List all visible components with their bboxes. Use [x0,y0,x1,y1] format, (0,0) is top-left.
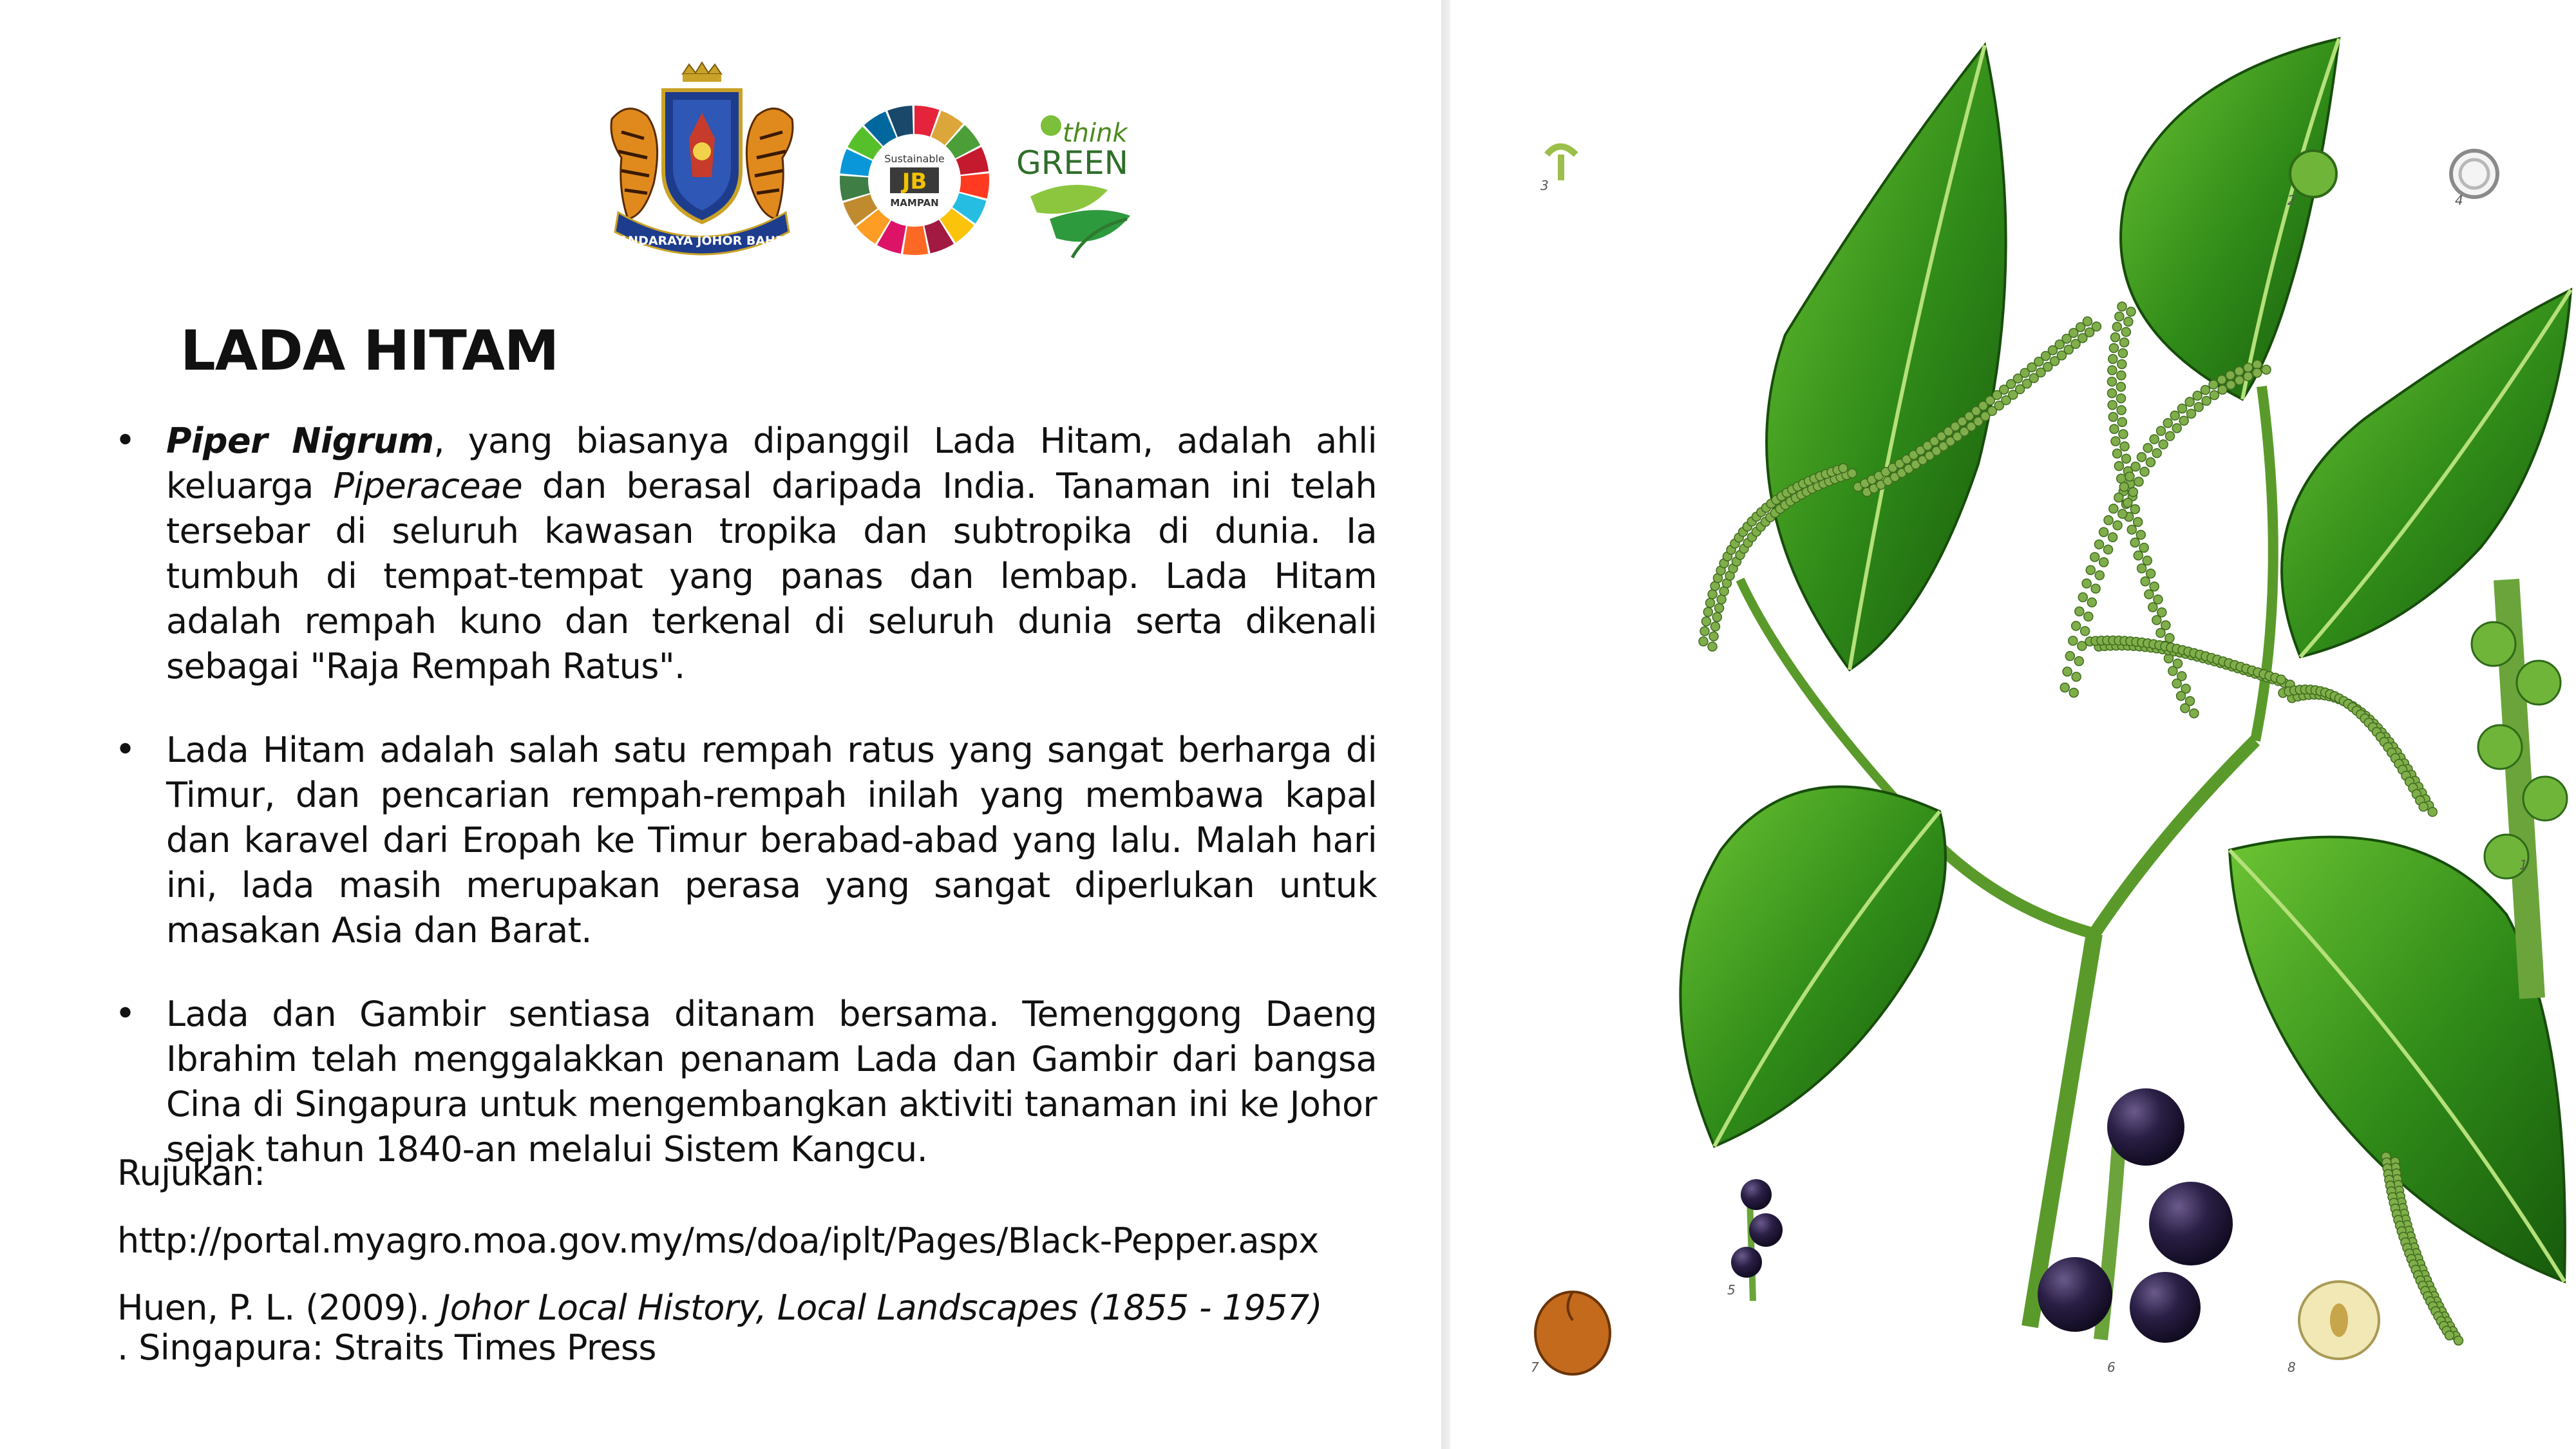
spike-bead [2084,612,2093,621]
think-green-logo [1011,106,1140,264]
spike-bead [2154,595,2163,604]
spike-bead [1717,595,1726,604]
spike-bead [2120,442,2129,451]
spike-bead [2074,657,2083,666]
spike-bead [2209,380,2218,389]
spike-bead [2104,516,2113,525]
spike-bead [2136,530,2145,539]
spike-bead [2092,322,2101,331]
spike-bead [2428,808,2437,817]
spike-bead [1848,469,1857,478]
spike-bead [2078,592,2087,601]
seed-detail [1535,1292,1610,1374]
spike-bead [2119,482,2128,491]
sdg-inner-mid: JB [902,169,927,194]
spike-bead [2072,672,2081,681]
spike-bead [2060,683,2069,692]
spike-bead [2253,360,2262,369]
jb-crest-caption: BANDARAYA JOHOR BAHRU [609,234,795,248]
spike-bead [2178,404,2187,413]
spike-bead [2134,551,2143,560]
spike-bead [2201,385,2210,394]
spike-bead [2143,444,2152,453]
spike-bead [2108,533,2117,542]
bullet-item-1 [0,419,1378,689]
berry [2107,1088,2184,1166]
spike-bead [2082,579,2091,588]
spike-bead [2091,584,2100,593]
spike-bead [1839,464,1848,473]
pepper-plant-drawing [1450,0,2576,1449]
bullet-dot: • [115,993,137,1035]
spike-bead [2244,372,2253,381]
spike-bead [2086,565,2095,574]
spike-bead [2121,327,2130,336]
bullet-dot: • [115,729,137,771]
black-pepper-botanical-illustration [1450,0,2576,1449]
spike-bead [1712,612,1721,621]
spike-bead [1715,603,1724,612]
spike-bead [2150,582,2159,591]
spike-bead [1709,632,1718,641]
spike-bead [2063,667,2072,676]
spike-bead [2217,375,2226,384]
plate-label: 1 [2519,857,2528,873]
bullet-1-text-b: dan berasal daripada India. Tanaman ini telah tersebar di seluruh kawasan tropika dan subtropika di dunia. Ia tumbuh di tempat-tempat yang panas dan lembap. Lada Hitam adalah rempah kuno dan terkenal di seluruh dunia serta dikenali sebagai "Raja Rempah Ratus". [166,466,1377,687]
spike-bead [2108,389,2117,398]
spike-bead [2148,603,2157,612]
spike-bead [2181,704,2190,713]
spike-bead [1700,627,1709,636]
spike-bead [2253,368,2262,377]
spike-bead [2081,627,2090,636]
spike-bead [2083,317,2092,326]
reference-book [117,1288,1341,1368]
references-heading: Rujukan: [117,1153,265,1193]
spike-bead [2454,1336,2463,1345]
johor-bahru-crest-logo [592,61,811,261]
spike-bead [1706,598,1715,607]
ring-detail [2451,151,2497,197]
leaf-lower-left [1680,787,1946,1146]
spike-bead [2190,709,2199,718]
think-green-word: GREEN [1016,144,1129,182]
spike-bead [2146,569,2155,578]
spike-bead [2099,558,2108,567]
spike-bead [2152,616,2161,625]
sdg-inner-top: Sustainable [884,153,945,165]
spike-bead [2166,431,2175,440]
spike-bead [2113,449,2122,458]
spike-bead [2235,366,2244,375]
spike-bead [2139,543,2148,552]
spike-bead [1708,590,1717,599]
spike-bead [2109,504,2118,513]
spike-bead [2172,679,2181,688]
sdg-inner-bottom: MAMPAN [890,197,939,209]
spike-bead [2137,564,2146,573]
bullet-1-text-a: , yang biasanya dipanggil Lada Hitam, adalah ahli keluarga [166,421,1378,506]
spike-bead [2117,406,2126,415]
spike-bead [2112,322,2121,331]
book-author: Huen, P. L. (2009). [117,1287,440,1328]
plate-label: 8 [2287,1359,2296,1375]
spike-bead [2244,363,2253,372]
spike-bead [2087,598,2096,607]
pepper-berries [1731,1088,2233,1343]
spike-bead [2128,488,2137,497]
spike-bead [2177,692,2186,701]
spike-bead [1701,617,1710,626]
reference-url: http://portal.myagro.moa.gov.my/ms/doa/iplt/Pages/Black-Pepper.aspx [117,1220,1319,1261]
flower-detail [2290,151,2336,197]
spike-bead [2108,366,2117,375]
spike-bead [2099,527,2108,536]
spike-bead [2150,435,2159,444]
spike-bead [2152,449,2161,458]
spike-bead [2419,802,2428,811]
spike-bead [2094,540,2103,549]
spike-bead [2277,675,2286,684]
spike-bead [2226,371,2235,380]
spike-bead [2108,412,2117,421]
spike-bead [2065,652,2074,661]
berry [2149,1182,2233,1265]
spike-bead [2127,525,2136,534]
spike-bead [2117,371,2126,380]
spike-bead [2163,419,2172,428]
spike-bead [2117,359,2126,368]
book-title: Johor Local History, Local Landscapes (1855 - 1957) [440,1287,1322,1328]
spike-bead [2172,424,2181,433]
spike-bead [2235,376,2244,385]
plate-label: 3 [1540,178,1549,193]
spike-bead [2124,317,2133,327]
spike-bead [1708,642,1717,651]
spike-bead [2109,343,2118,352]
plate-label: 7 [1531,1359,1539,1375]
spike-bead [2103,545,2112,554]
spike-bead [2111,437,2120,446]
spike-bead [2202,396,2211,405]
spike-bead [2134,517,2143,526]
bullet-list [0,419,1378,1211]
book-publisher: . Singapura: Straits Times Press [117,1327,656,1368]
spike-bead [2159,440,2168,449]
family-name: Piperaceae [333,466,523,506]
spike-bead [2118,348,2127,357]
spike-bead [2130,538,2139,547]
spike-bead [2110,424,2119,433]
stamen-detail [1547,147,1576,181]
bullet-item-3 [0,992,1378,1172]
plate-label: 2 [2287,193,2296,208]
spike-bead [2115,312,2124,321]
plate-label: 5 [1727,1282,1736,1298]
spike-bead [2125,472,2134,481]
spike-bead [2114,493,2123,502]
spike-bead [2090,553,2099,562]
spike-bead [2137,453,2146,462]
spike-bead [2168,667,2177,676]
spike-bead [2210,390,2219,399]
spike-bead [2226,381,2235,390]
spike-bead [2118,509,2127,518]
spike-bead [2108,401,2117,410]
spike-bead [2117,417,2126,426]
berry [2130,1272,2201,1343]
spike-bead [2117,394,2126,403]
spike-bead [2107,377,2116,386]
plate-label: 4 [2455,193,2463,208]
spike-bead [2075,607,2084,616]
plate-label: 6 [2107,1359,2116,1375]
spike-bead [2120,338,2129,347]
spike-bead [1703,607,1712,616]
spike-bead [2119,430,2128,439]
spike-bead [2126,307,2136,316]
spike-bead [2141,577,2150,586]
spike-bead [1710,622,1719,631]
bullet-text-2: Lada Hitam adalah salah satu rempah ratus yang sangat berharga di Timur, dan pencarian rempah-rempah inilah yang membawa kapal dan karavel dari Eropah ke Timur berabad-abad yang lalu. Malah hari ini, lada masih merupakan perasa yang sangat diperlukan untuk masakan Asia dan Barat. [166,730,1377,951]
spike-bead [2157,426,2166,435]
bullet-text-3: Lada dan Gambir sentiasa ditanam bersama. Temenggong Daeng Ibrahim telah menggalakkan penanam Lada dan Gambir dari bangsa Cina di Singapura untuk mengembangkan aktiviti tanaman ini ke Johor sejak tahun 1840-an melalui Sistem Kangcu. [166,994,1377,1170]
berry [2038,1257,2112,1332]
spike-bead [2111,333,2120,342]
spike-bead [2262,365,2271,374]
spike-bead [2122,454,2131,463]
think-green-think: think [1063,118,1128,148]
spike-bead [2146,458,2155,467]
spike-bead [2194,402,2203,412]
spike-bead [2170,411,2179,420]
spike-bead [2069,688,2078,697]
spike-bead [2069,636,2078,645]
sdg-segment [903,226,928,255]
spike-bead [2143,556,2152,565]
logo-row [592,61,1159,267]
spike-bead [2095,571,2104,580]
bullet-dot: • [115,420,137,462]
leaf-upper-left [1766,45,2006,670]
spike-bead [2117,302,2126,311]
spike-bead [2113,521,2122,530]
spike-bead [2116,383,2125,392]
spike-bead [2140,468,2149,477]
spike-bead [2117,474,2126,483]
leaf-upper-middle [2121,39,2339,399]
page-title: LADA HITAM [180,319,559,383]
spike-bead [2114,462,2123,471]
spike-bead [2193,391,2202,400]
spike-bead [2218,385,2227,394]
spike-bead [2131,462,2140,471]
spike-bead [2108,354,2117,363]
spike-bead [2123,498,2132,507]
spike-bead [2145,590,2154,599]
bullet-item-2 [0,728,1378,953]
leaf-right [2282,290,2571,657]
spike-bead [2134,477,2143,486]
spike-bead [2130,505,2139,514]
bullet-text-1 [166,419,1377,689]
spike-bead [2072,621,2081,630]
spike-bead [2156,629,2165,638]
spike-bead [2179,416,2188,425]
spike-bead [2187,409,2196,418]
sustainable-jb-sdg-logo [837,103,992,258]
spike-bead [2185,397,2194,406]
species-name: Piper Nigrum [166,421,434,461]
spike-bead [2445,1331,2454,1340]
spike-bead [1699,637,1708,646]
